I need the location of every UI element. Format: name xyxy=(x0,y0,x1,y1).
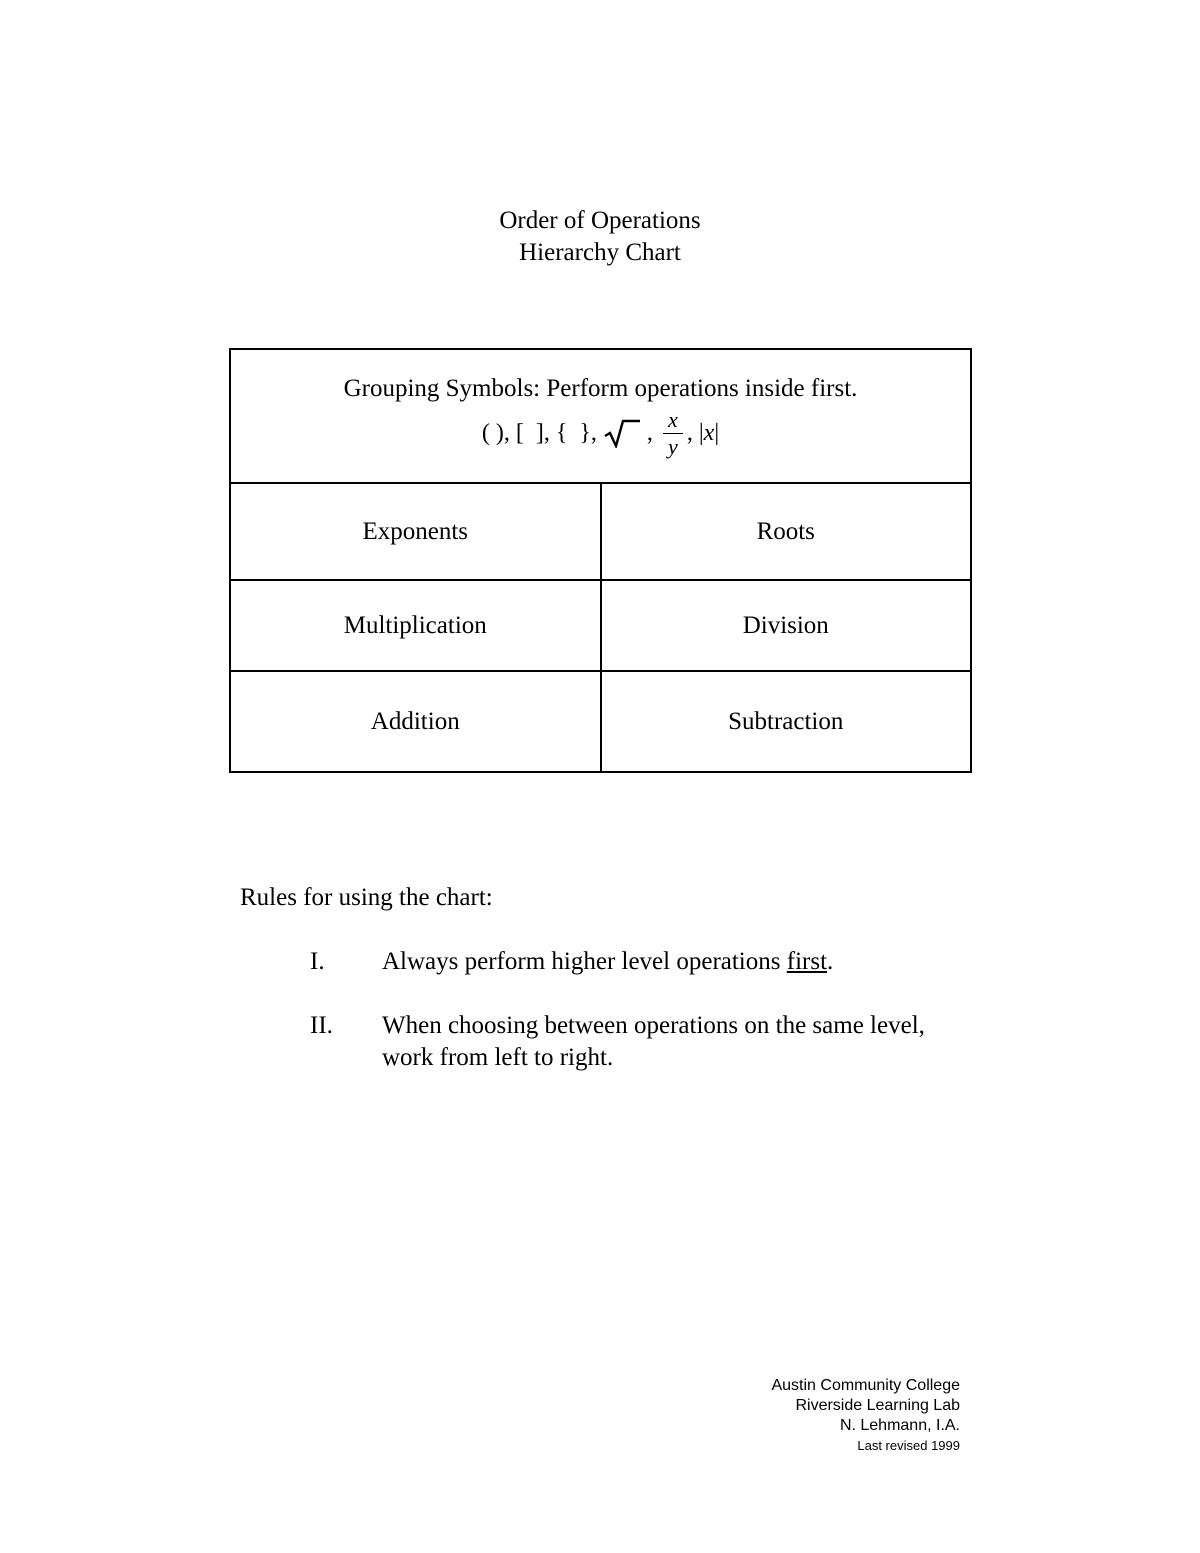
rule-number-2: II. xyxy=(310,1012,333,1039)
rules-heading: Rules for using the chart: xyxy=(240,884,493,911)
footer-college: Austin Community College xyxy=(771,1377,960,1394)
grouping-symbols-heading: Grouping Symbols: Perform operations inside first. xyxy=(343,374,858,402)
cell-roots: Roots xyxy=(601,483,972,580)
rule-text-1-end: . xyxy=(827,948,834,975)
footer-lab: Riverside Learning Lab xyxy=(795,1397,960,1414)
rule-text-1-emphasis: first xyxy=(786,948,828,975)
cell-division: Division xyxy=(601,580,972,671)
rule-text-1-main: Always perform higher level operations xyxy=(382,948,787,975)
grouping-symbols-cell xyxy=(230,349,971,483)
fraction-symbol xyxy=(663,406,683,459)
square-root-icon xyxy=(603,418,641,448)
fraction-denominator: y xyxy=(667,433,678,459)
cell-addition: Addition xyxy=(230,671,601,772)
cell-multiplication: Multiplication xyxy=(230,580,601,671)
footer-author: N. Lehmann, I.A. xyxy=(839,1417,960,1434)
bracket-symbols: ( ), [ ], { }, xyxy=(481,419,603,446)
rule-text-2: When choosing between operations on the same level, work from left to right. xyxy=(382,1012,925,1071)
document-title xyxy=(0,205,1200,269)
absolute-value-symbol: |x| xyxy=(698,419,720,446)
separator-after-fraction: , xyxy=(686,419,699,446)
fraction-numerator: x xyxy=(667,406,678,432)
rule-item-1 xyxy=(310,946,950,980)
rule-number-1: I. xyxy=(310,948,325,975)
footer-credits xyxy=(771,1376,960,1456)
rule-item-2 xyxy=(310,1010,950,1076)
cell-exponents: Exponents xyxy=(230,483,601,580)
title-line-2: Hierarchy Chart xyxy=(519,239,681,266)
footer-revised: Last revised 1999 xyxy=(857,1438,960,1453)
rule-text-1 xyxy=(382,946,942,978)
separator-after-root: , xyxy=(640,419,659,446)
hierarchy-chart xyxy=(229,348,972,773)
title-line-1: Order of Operations xyxy=(499,207,701,234)
grouping-symbols-list xyxy=(481,406,720,459)
absolute-value-variable: x xyxy=(703,419,715,446)
cell-subtraction: Subtraction xyxy=(601,671,972,772)
